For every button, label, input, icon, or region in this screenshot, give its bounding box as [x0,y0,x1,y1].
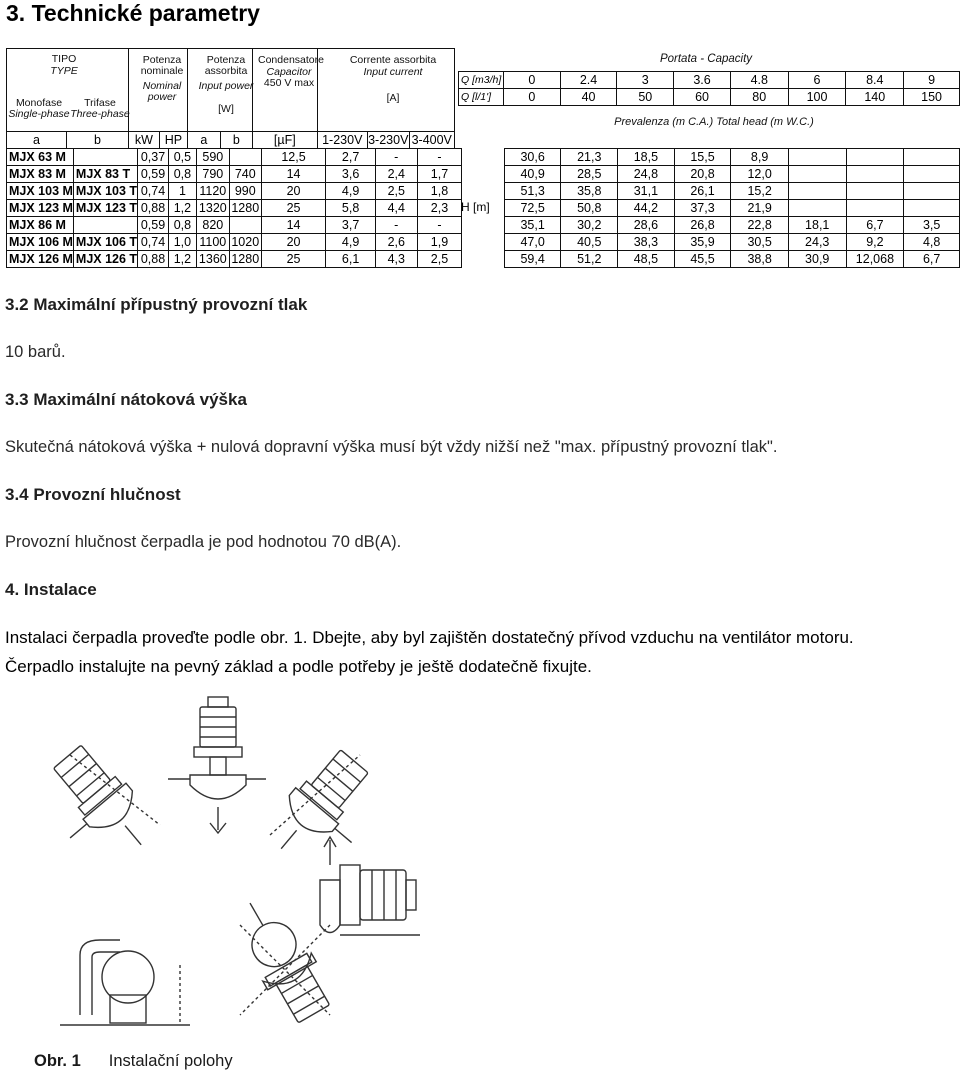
q-m3h-value: 6 [788,72,846,89]
head-value: 21,9 [731,200,789,217]
head-value [904,183,960,200]
head-value: 24,3 [788,234,846,251]
cell-pa: 1100 [196,234,229,251]
q-m3h-value: 2.4 [560,72,617,89]
cell-i1: 2,7 [326,149,376,166]
head-value: 18,5 [618,149,675,166]
cell-i1: 3,6 [326,166,376,183]
trifase-label: Trifase [84,97,116,109]
single-phase-label: Single-phase [8,108,70,120]
capacitor-label: Capacitor [266,66,312,78]
installation-positions-figure [40,695,440,1045]
cell-m: MJX 123 M [7,200,74,217]
pump-tilted-right [260,743,393,880]
head-value: 6,7 [904,251,960,268]
q-m3h-label: Q [m3/h] [459,72,504,89]
cell-i2: 2,6 [375,234,417,251]
cell-pb [229,149,261,166]
head-value: 35,1 [504,217,561,234]
figure-label: Obr. 1 [34,1052,81,1070]
sub-header: 3-400V [409,132,454,149]
q-lmin-value: 80 [730,89,788,106]
head-value: 44,2 [618,200,675,217]
sub-header: 3-230V [368,132,409,147]
head-value: 35,9 [674,234,731,251]
head-value [846,166,904,183]
cell-hp: 0,8 [168,166,196,183]
q-m3h-value: 3.6 [674,72,731,89]
cell-t [73,149,137,166]
section-4-title: 4. Instalace [5,580,97,599]
type-label: TYPE [50,65,78,77]
cell-t: MJX 103 T [73,183,137,200]
cell-c: 12,5 [261,149,326,166]
pump-with-pipe [60,940,190,1025]
watt-unit: [W] [218,103,234,115]
cell-hp: 1,2 [168,200,196,217]
sub-header: HP [159,132,187,149]
pump-vertical-motor-up [168,697,266,833]
cell-m: MJX 86 M [7,217,74,234]
cell-c: 25 [261,251,326,268]
potenza-assorbita-label: Potenza assorbita [204,54,248,77]
head-value: 30,9 [788,251,846,268]
spec-row [7,183,960,200]
head-value: 31,1 [618,183,675,200]
head-value: 48,5 [618,251,675,268]
section-4-text-2: Čerpadlo instalujte na pevný základ a podle potřeby je ještě dodatečně fixujte. [5,657,592,676]
input-power-label: Input power [198,80,254,92]
head-value: 72,5 [504,200,561,217]
head-value: 24,8 [618,166,675,183]
capacitor-voltage: 450 V max [263,77,315,89]
q-m3h-value: 9 [904,72,960,89]
q-lmin-value: 50 [617,89,674,106]
q-m3h-value: 8.4 [846,72,904,89]
monofase-label: Monofase [15,97,63,109]
tipo-label: TIPO [51,53,77,65]
section-3-3-text: Skutečná nátoková výška + nulová dopravní výška musí být vždy nižší než "max. přípustný provozní tlak". [5,438,778,456]
corrente-label: Corrente assorbita [349,54,437,66]
cell-pb: 740 [229,166,261,183]
portata-label: Portata - Capacity [659,53,753,65]
head-value: 40,9 [504,166,561,183]
h-gap [462,234,505,251]
cell-i1: 6,1 [326,251,376,268]
q-m3h-value: 0 [503,72,560,89]
head-value: 26,1 [674,183,731,200]
spec-row [7,234,960,251]
cell-m: MJX 63 M [7,149,74,166]
head-value: 50,8 [561,200,618,217]
head-value: 47,0 [504,234,561,251]
cell-c: 14 [261,166,326,183]
cell-hp: 1,2 [168,251,196,268]
sub-header: 1-230V [317,132,367,149]
head-value [904,166,960,183]
q-lmin-value: 40 [560,89,617,106]
cell-i3: 2,5 [417,251,462,268]
cell-c: 20 [261,183,326,200]
head-value: 28,5 [561,166,618,183]
cell-i3: - [417,149,462,166]
cell-i1: 4,9 [326,183,376,200]
head-value: 15,5 [674,149,731,166]
cell-pa: 1120 [196,183,229,200]
cell-t: MJX 83 T [73,166,137,183]
cell-c: 20 [261,234,326,251]
cell-m: MJX 106 M [7,234,74,251]
head-value [788,183,846,200]
cell-pb [229,217,261,234]
head-value: 51,3 [504,183,561,200]
cell-c: 14 [261,217,326,234]
head-value: 26,8 [674,217,731,234]
head-value [846,149,904,166]
cell-hp: 1 [168,183,196,200]
head-value: 40,5 [561,234,618,251]
figure-caption [34,1052,233,1071]
head-value [788,149,846,166]
nominal-power-label: Nominal power [142,80,182,103]
cell-kw: 0,59 [138,166,169,183]
three-phase-label: Three-phase [70,108,130,120]
h-gap [462,217,505,234]
section-3-2-title: 3.2 Maximální přípustný provozní tlak [5,295,308,314]
q-lmin-label: Q [l/1'] [459,89,504,106]
sub-header: [µF] [252,132,317,149]
spec-row [7,251,960,268]
head-value: 21,3 [561,149,618,166]
head-value [788,200,846,217]
sub-header: b [66,132,128,149]
cell-m: MJX 83 M [7,166,74,183]
cell-kw: 0,88 [138,251,169,268]
head-value: 35,8 [561,183,618,200]
pump-horizontal [320,837,420,935]
head-value [788,166,846,183]
h-label: H [m] [461,200,490,214]
cell-t: MJX 123 T [73,200,137,217]
section-3-4-title: 3.4 Provozní hlučnost [5,485,181,504]
figure-caption-text: Instalační polohy [108,1052,233,1070]
head-value: 30,5 [731,234,789,251]
cell-hp: 1,0 [168,234,196,251]
cell-pb: 990 [229,183,261,200]
section-3-4-text: Provozní hlučnost čerpadla je pod hodnotou 70 dB(A). [5,533,402,551]
cell-t: MJX 106 T [73,234,137,251]
sub-header: b [220,132,252,149]
h-gap [462,149,505,166]
cell-i3: - [417,217,462,234]
cell-i2: 2,4 [375,166,417,183]
h-gap [462,251,505,268]
head-value: 45,5 [674,251,731,268]
capacity-table [458,71,960,106]
head-value: 30,2 [561,217,618,234]
cell-pa: 820 [196,217,229,234]
q-lmin-value: 140 [846,89,904,106]
h-gap [462,183,505,200]
amp-unit: [A] [386,92,400,104]
q-lmin-value: 150 [904,89,960,106]
spec-table-block [6,48,960,270]
head-value [904,149,960,166]
cell-pa: 590 [196,149,229,166]
cell-i1: 3,7 [326,217,376,234]
q-lmin-value: 100 [788,89,846,106]
cell-i3: 1,9 [417,234,462,251]
h-gap [462,166,505,183]
cell-i1: 5,8 [326,200,376,217]
page-heading: 3. Technické parametry [6,0,260,26]
cell-i1: 4,9 [326,234,376,251]
cell-pa: 1320 [196,200,229,217]
cell-kw: 0,59 [138,217,169,234]
cell-kw: 0,37 [138,149,169,166]
q-m3h-value: 3 [617,72,674,89]
section-4-text-1: Instalaci čerpadla proveďte podle obr. 1. Dbejte, aby byl zajištěn dostatečný přívod vzduchu na ventilátor motoru. [5,628,854,647]
head-value: 4,8 [904,234,960,251]
head-value: 8,9 [731,149,789,166]
head-value: 20,8 [674,166,731,183]
q-lmin-value: 60 [674,89,731,106]
cell-kw: 0,88 [138,200,169,217]
cell-i2: 4,3 [375,251,417,268]
cell-i3: 2,3 [417,200,462,217]
cell-kw: 0,74 [138,234,169,251]
head-value: 51,2 [561,251,618,268]
cell-i3: 1,7 [417,166,462,183]
section-3-2-text: 10 barů. [5,343,66,361]
cell-pb: 1280 [229,200,261,217]
input-current-label: Input current [363,66,423,78]
head-value: 18,1 [788,217,846,234]
potenza-nominale-label: Potenza nominale [140,54,184,77]
cell-m: MJX 126 M [7,251,74,268]
cell-hp: 0,8 [168,217,196,234]
cell-i2: 2,5 [375,183,417,200]
prevalenza-label: Prevalenza (m C.A.) Total head (m W.C.) [614,116,814,128]
cell-pa: 1360 [196,251,229,268]
head-value: 12,0 [731,166,789,183]
head-value: 59,4 [504,251,561,268]
q-lmin-value: 0 [503,89,560,106]
cell-i3: 1,8 [417,183,462,200]
cell-m: MJX 103 M [7,183,74,200]
head-value [904,200,960,217]
head-value: 15,2 [731,183,789,200]
cell-pb: 1280 [229,251,261,268]
spec-row [7,217,960,234]
cell-t [73,217,137,234]
cell-kw: 0,74 [138,183,169,200]
cell-hp: 0,5 [168,149,196,166]
section-3-3-title: 3.3 Maximální nátoková výška [5,390,247,409]
head-value: 9,2 [846,234,904,251]
head-value: 3,5 [904,217,960,234]
condensatore-label: Condensatore [258,54,324,66]
spec-row [7,149,960,166]
cell-pa: 790 [196,166,229,183]
head-value: 6,7 [846,217,904,234]
head-value: 30,6 [504,149,561,166]
cell-i2: 4,4 [375,200,417,217]
head-value: 38,3 [618,234,675,251]
cell-pb: 1020 [229,234,261,251]
head-value: 22,8 [731,217,789,234]
head-value: 37,3 [674,200,731,217]
cell-i2: - [375,217,417,234]
head-value [846,200,904,217]
head-value: 38,8 [731,251,789,268]
head-value: 12,068 [846,251,904,268]
head-value [846,183,904,200]
cell-i2: - [375,149,417,166]
sub-header: kW [128,132,159,149]
cell-c: 25 [261,200,326,217]
sub-header: a [7,132,67,149]
spec-row [7,166,960,183]
q-m3h-value: 4.8 [730,72,788,89]
sub-header: a [187,132,220,149]
pump-tilted-left [40,739,163,877]
head-value: 28,6 [618,217,675,234]
cell-t: MJX 126 T [73,251,137,268]
